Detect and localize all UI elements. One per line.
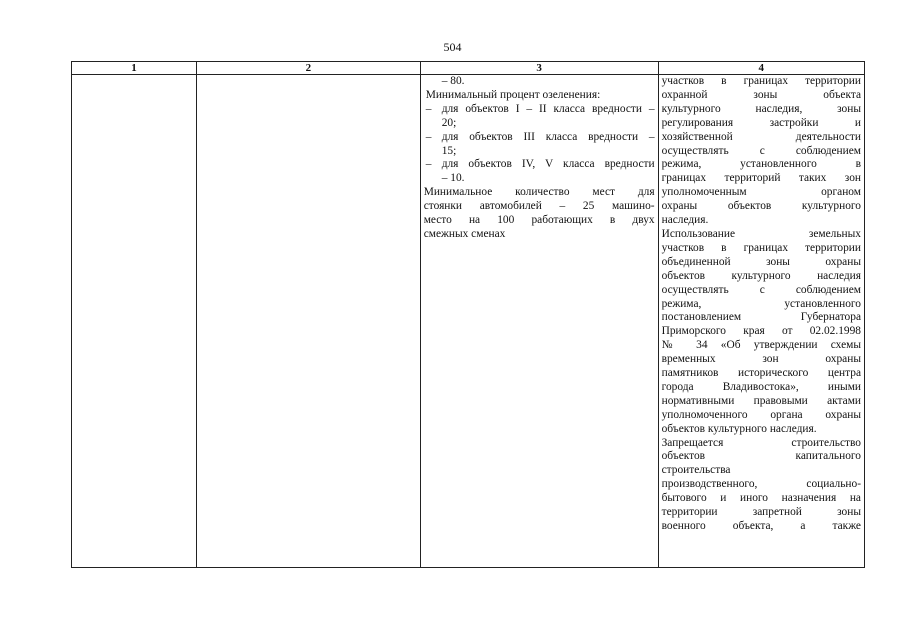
list-item-line2: 20; bbox=[441, 116, 457, 129]
list-item-line2: – 10. bbox=[441, 172, 465, 185]
col4-line: временных зон охраны bbox=[661, 353, 861, 366]
parking-line: Минимальное количество мест для bbox=[423, 186, 655, 199]
parking-line: место на 100 работающих в двух bbox=[423, 214, 655, 227]
col4-line: режима, установленного bbox=[661, 297, 861, 310]
col4-line: нормативными правовыми актами bbox=[661, 394, 861, 407]
col4-line: памятников исторического центра bbox=[661, 367, 861, 380]
list-item bbox=[424, 158, 655, 186]
col4-line: Приморского края от 02.02.1998 bbox=[661, 325, 861, 338]
list-dash: – bbox=[425, 102, 432, 115]
list-item-line1: для объектов I – II класса вредности – bbox=[441, 102, 655, 115]
list-dash: – bbox=[425, 158, 432, 171]
list-item bbox=[424, 131, 655, 159]
list-item bbox=[424, 103, 655, 131]
col4-line: объектов культурного наследия. bbox=[661, 422, 817, 435]
cell-col-2 bbox=[197, 75, 421, 568]
table-header-row bbox=[72, 62, 865, 75]
column-header-4: 4 bbox=[658, 62, 864, 75]
list-item-line1: для объектов IV, V класса вредности bbox=[441, 158, 655, 171]
col4-line: наследия. bbox=[661, 214, 709, 227]
col4-line: участков в границах территории bbox=[661, 75, 861, 87]
col4-line: охраны объектов культурного bbox=[661, 200, 861, 213]
col4-line: объектов капитального bbox=[661, 450, 861, 463]
regulation-table bbox=[71, 61, 865, 568]
col4-line: объектов культурного наследия bbox=[661, 269, 861, 282]
parking-line: стоянки автомобилей – 25 машино- bbox=[423, 200, 655, 213]
col4-line: строительства bbox=[661, 464, 731, 477]
cell-col-3 bbox=[420, 75, 658, 568]
cell-col-4 bbox=[658, 75, 864, 568]
col4-line: режима, установленного в bbox=[661, 158, 861, 171]
column-header-1: 1 bbox=[72, 62, 197, 75]
column-header-2: 2 bbox=[197, 62, 421, 75]
col4-line: охранной зоны объекта bbox=[661, 88, 861, 101]
list-item-line2: 15; bbox=[441, 144, 457, 157]
list-item-line1: для объектов III класса вредности – bbox=[441, 130, 655, 143]
col4-line: объединенной зоны охраны bbox=[661, 255, 861, 268]
col4-line: уполномоченным органом bbox=[661, 186, 861, 199]
col4-line: участков в границах территории bbox=[661, 241, 861, 254]
col4-line: границах территорий таких зон bbox=[661, 172, 861, 185]
list-dash: – bbox=[425, 130, 432, 143]
column-header-3: 3 bbox=[420, 62, 658, 75]
parking-line: смежных сменах bbox=[423, 227, 506, 240]
col3-first-line: – 80. bbox=[441, 75, 465, 87]
col4-line: регулирования застройки и bbox=[661, 116, 861, 129]
col4-line: города Владивостока», иными bbox=[661, 380, 861, 393]
col4-line: Использование земельных bbox=[661, 227, 861, 240]
col4-line: культурного наследия, зоны bbox=[661, 102, 861, 115]
col4-line: хозяйственной деятельности bbox=[661, 130, 861, 143]
col4-line: территории запретной зоны bbox=[661, 506, 861, 519]
page-number: 504 bbox=[443, 40, 462, 54]
col4-line: постановлением Губернатора bbox=[661, 311, 861, 324]
table-row bbox=[72, 75, 865, 568]
col4-line: осуществлять с соблюдением bbox=[661, 283, 861, 296]
greening-title: Минимальный процент озеленения: bbox=[425, 88, 601, 101]
col4-line: уполномоченного органа охраны bbox=[661, 408, 861, 421]
col4-line: Запрещается строительство bbox=[661, 436, 861, 449]
col4-line: бытового и иного назначения на bbox=[661, 492, 861, 505]
col4-line: осуществлять с соблюдением bbox=[661, 144, 861, 157]
cell-col-1 bbox=[72, 75, 197, 568]
col4-line: военного объекта, а также bbox=[661, 520, 861, 532]
col4-line: № 34 «Об утверждении схемы bbox=[661, 339, 861, 352]
col4-line: производственного, социально- bbox=[661, 478, 861, 491]
